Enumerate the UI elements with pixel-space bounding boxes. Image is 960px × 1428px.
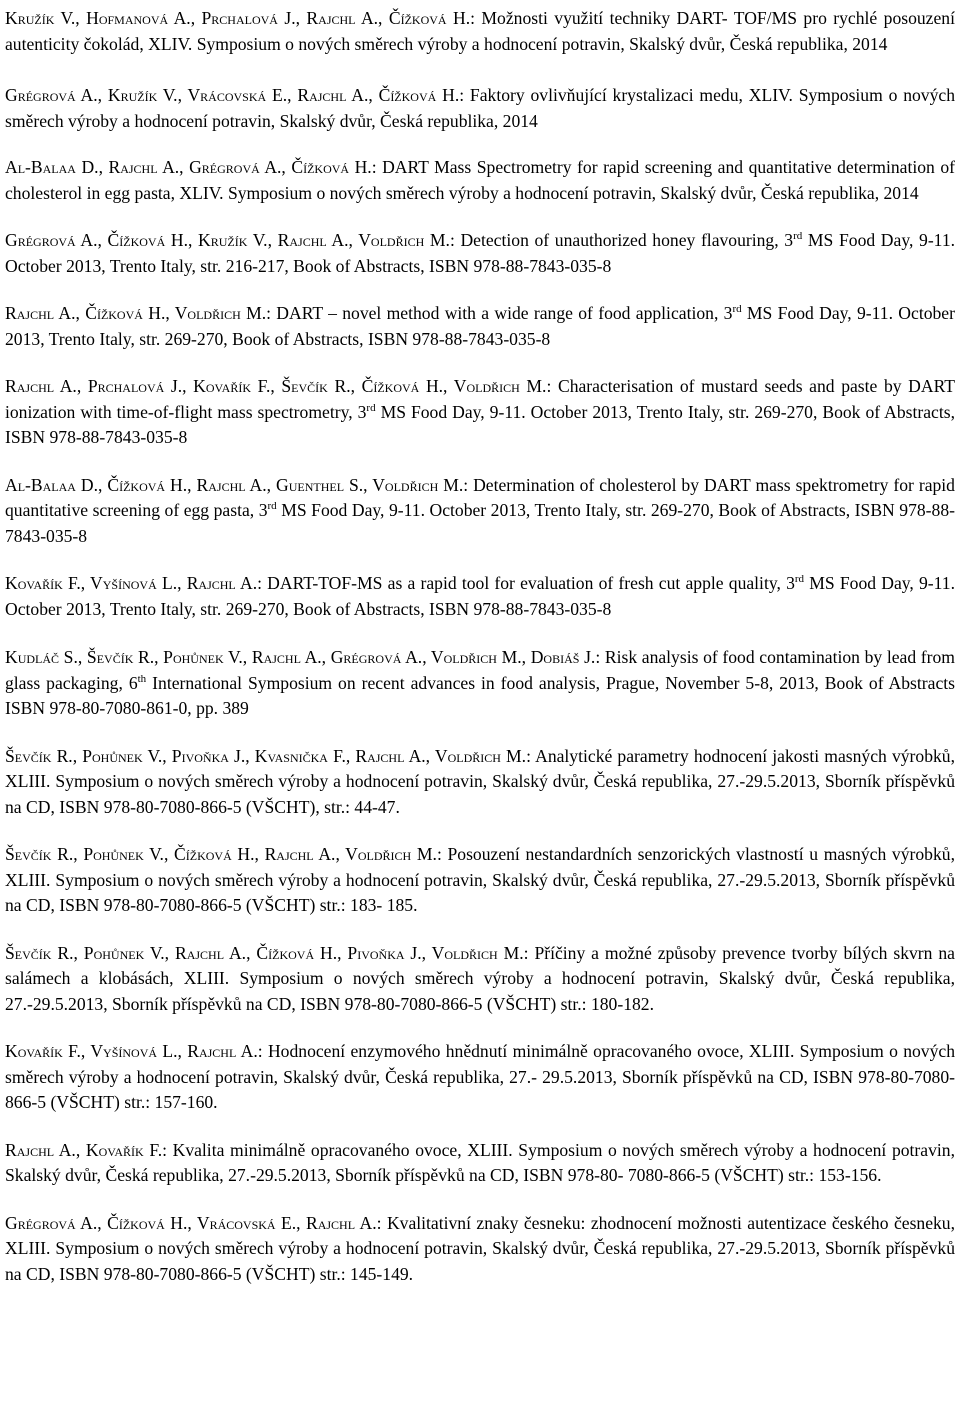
reference-authors: Ševčík R., Pohůnek V., Čížková H., Rajchl A., Voldřich M. <box>5 844 437 864</box>
reference-text: Skalský dvůr, Česká republika, 27.-29.5.2013, Sborník příspěvků na CD, ISBN 978-80-7080-866-5 (VŠCHT), <box>5 771 955 817</box>
reference-authors: Grégrová A., Kružík V., Vrácovská E., Rajchl A., Čížková H. <box>5 85 460 105</box>
reference-text: 29.5.2013, Sborník příspěvků na CD, ISBN 978-80-7080-866-5 (VŠCHT) str.: 157-160. <box>5 1066 955 1112</box>
reference-entry <box>5 941 955 1018</box>
reference-text: MS Food Day, 9-11. October 2013, Trento Italy, str. 216-217, Book of Abstracts, ISBN 978-88-7843-035-8 <box>5 230 956 276</box>
reference-authors: Kovařík F., Vyšínová L., Rajchl A. <box>5 1041 258 1061</box>
reference-text: Skalský dvůr, Česká republika, 27.-29.5.2013, Sborník příspěvků na CD, ISBN 978-80-7080-866-5 (VŠCHT) <box>5 1238 955 1284</box>
reference-entry <box>5 83 955 134</box>
ordinal-superscript: rd <box>732 303 742 315</box>
reference-authors: Al-Balaa D., Čížková H., Rajchl A., Guenthel S., Voldřich M. <box>5 474 464 495</box>
reference-authors: Kružík V., Hofmanová A., Prchalová J., Rajchl A., Čížková H. <box>5 8 471 28</box>
reference-authors: Rajchl A., Kovařík F. <box>5 1139 163 1160</box>
reference-text: možnosti autentizace českého česneku, XLIII. Symposium o nových směrech výroby a hodnocení potravin, <box>5 1212 956 1258</box>
reference-text: 185. <box>386 895 418 915</box>
reference-entry <box>5 155 955 206</box>
reference-authors: Rajchl A., Čížková H., Voldřich M. <box>5 303 267 323</box>
reference-authors: Kudláč S., Ševčík R., Pohůnek V., Rajchl A., Grégrová A., Voldřich M., Dobiáš J. <box>5 647 596 667</box>
reference-entry <box>5 744 955 821</box>
reference-authors: Kovařík F., Vyšínová L., Rajchl A. <box>5 573 258 593</box>
reference-text: dvůr, Česká republika, 27.-29.5.2013, Sborník příspěvků na CD, ISBN 978-80-7080-866-5 (VŠCHT) str.: 183- <box>5 869 955 915</box>
reference-text: : Kvalita minimálně opracovaného ovoce, XLIII. Symposium o nových směrech výroby <box>162 1139 794 1160</box>
reference-text: potravin, Skalský dvůr, Česká republika, 2014 <box>561 33 888 54</box>
reference-text: : Faktory ovlivňující krystalizaci medu, <box>459 85 743 105</box>
ordinal-superscript: rd <box>366 401 376 414</box>
reference-authors: Ševčík R., Pohůnek V., Pivoňka J., Kvasnička F., Rajchl A., Voldřich M. <box>5 745 527 766</box>
reference-text: : DART-TOF-MS as a rapid tool for evaluation of fresh cut apple quality, <box>257 573 781 593</box>
reference-entry <box>5 374 955 451</box>
reference-text: MS <box>741 303 773 323</box>
reference-text: : Možnosti využití techniky DART- <box>470 8 728 28</box>
reference-text: 2013, Trento Italy, str. 269-270, Book of Abstracts, ISBN 978-88-7843-035-8 <box>5 401 955 447</box>
reference-text: potravin, Skalský dvůr, Česká republika, 27.-29.5.2013, Sborník příspěvků na CD, ISBN 978-80-7080-866-5 <box>5 968 955 1014</box>
reference-text: : Determination of cholesterol by DART <box>463 474 751 495</box>
reference-text: contamination by lead from glass packaging, 6 <box>5 647 955 693</box>
ordinal-superscript: th <box>137 672 147 685</box>
reference-text: Food Day, 9-11. October 2013, Trento Italy, str. 269-270, Book of Abstracts, ISBN 978-88-7843-035-8 <box>5 303 955 349</box>
reference-text: : Hodnocení enzymového hnědnutí minimálně opracovaného ovoce, <box>257 1041 744 1061</box>
publication-list <box>5 6 955 1287</box>
ordinal-superscript: rd <box>793 230 803 242</box>
reference-entry <box>5 473 955 550</box>
reference-text: a hodnocení potravin, Skalský dvůr, Česká republika, 27.-29.5.2013, Sborník příspěvků na CD, ISBN 978-80- <box>5 1139 955 1185</box>
reference-authors: Rajchl A., Prchalová J., Kovařík F., Ševčík R., Čížková H., Voldřich M. <box>5 376 547 396</box>
reference-text: mass spektrometry for rapid quantitative screening of egg pasta, 3 <box>5 474 955 520</box>
reference-text: MS Food Day, 9-11. October 2013, Trento Italy, str. 269-270, Book of Abstracts, ISBN 978-88-7843-035-8 <box>5 573 955 619</box>
reference-text: 3 <box>786 573 795 593</box>
reference-text: XLIV. Symposium o nových směrech výroby a hodnocení potravin, Skalský dvůr, Česká republika, 2014 <box>5 85 956 131</box>
reference-text: Prague, November 5-8, 2013, Book of Abstracts ISBN 978-80-7080-861-0, pp. 389 <box>5 672 956 718</box>
ordinal-superscript: rd <box>794 573 805 585</box>
reference-text: TOF/MS pro rychlé posouzení autenticity čokolád, XLIV. Symposium o nových směrech výroby a hodnocení <box>5 8 955 54</box>
reference-entry <box>5 6 955 57</box>
reference-authors: Ševčík R., Pohůnek V., Rajchl A., Čížková H., Pivoňka J., Voldřich M. <box>5 942 524 963</box>
reference-text: vlastností u masných výrobků, XLIII. Symposium o nových směrech výroby a hodnocení potravin, Skalský <box>5 844 955 890</box>
reference-text: MS Food Day, 9-11. October <box>375 401 588 422</box>
reference-text: tvorby bílých skvrn na salámech a klobásách, XLIII. Symposium o nových směrech výroby a hodnocení <box>5 942 955 988</box>
reference-text: hodnocení jakosti masných výrobků, XLIII. Symposium o nových směrech výroby a hodnocení potravin, <box>5 745 955 791</box>
reference-text: XLIII. Symposium o nových směrech výroby a hodnocení potravin, Skalský dvůr, Česká republika, 27.- <box>5 1041 955 1087</box>
reference-authors: Grégrová A., Čížková H., Vrácovská E., Rajchl A. <box>5 1212 377 1233</box>
reference-text: str.: 145-149. <box>319 1263 414 1284</box>
reference-text: : DART – novel method with a wide range of food application, 3 <box>266 303 733 323</box>
reference-text: : Posouzení nestandardních senzorických <box>436 844 731 864</box>
reference-text: 7080-866-5 (VŠCHT) str.: 153-156. <box>627 1165 882 1185</box>
reference-entry <box>5 1211 955 1288</box>
reference-text: : Analytické parametry <box>526 745 689 766</box>
reference-text: International Symposium on recent advances in food analysis, <box>146 672 600 693</box>
reference-entry <box>5 228 955 279</box>
reference-text: : Risk analysis of food <box>595 647 755 667</box>
reference-authors: Grégrová A., Čížková H., Kružík V., Rajchl A., Voldřich M. <box>5 230 450 250</box>
reference-text: Italy, str. 269-270, Book of Abstracts, ISBN 978-88-7843-035-8 <box>5 500 955 546</box>
reference-text: : Kvalitativní znaky česneku: zhodnocení <box>376 1212 672 1233</box>
reference-text: MS Food Day, 9-11. October 2013, Trento <box>276 500 581 520</box>
reference-text: 3 <box>784 230 794 250</box>
reference-authors: Al-Balaa D., Rajchl A., Grégrová A., Čížková H. <box>5 157 372 177</box>
reference-entry <box>5 571 955 622</box>
reference-text: potravin, Skalský dvůr, Česká republika, 2014 <box>592 182 919 203</box>
ordinal-superscript: rd <box>267 500 277 512</box>
reference-text: (VŠCHT) str.: 180-182. <box>486 993 654 1014</box>
reference-entry <box>5 1039 955 1116</box>
reference-text: quantitative determination of cholesterol in egg pasta, XLIV. Symposium o nových směrech výroby a hodnocení <box>5 157 956 203</box>
reference-text: : Characterisation of mustard <box>546 376 758 396</box>
reference-text: : DART Mass Spectrometry for rapid screening and <box>371 157 744 177</box>
reference-text: seeds and paste by DART ionization with time-of-flight mass spectrometry, 3 <box>5 376 956 422</box>
reference-entry <box>5 1138 955 1189</box>
reference-entry <box>5 842 955 919</box>
reference-text: : Příčiny a možné způsoby prevence <box>523 942 786 963</box>
reference-entry <box>5 645 955 722</box>
reference-entry <box>5 301 955 352</box>
reference-text: str.: 44-47. <box>324 796 400 817</box>
reference-text: : Detection of unauthorized honey flavouring, <box>449 230 779 250</box>
